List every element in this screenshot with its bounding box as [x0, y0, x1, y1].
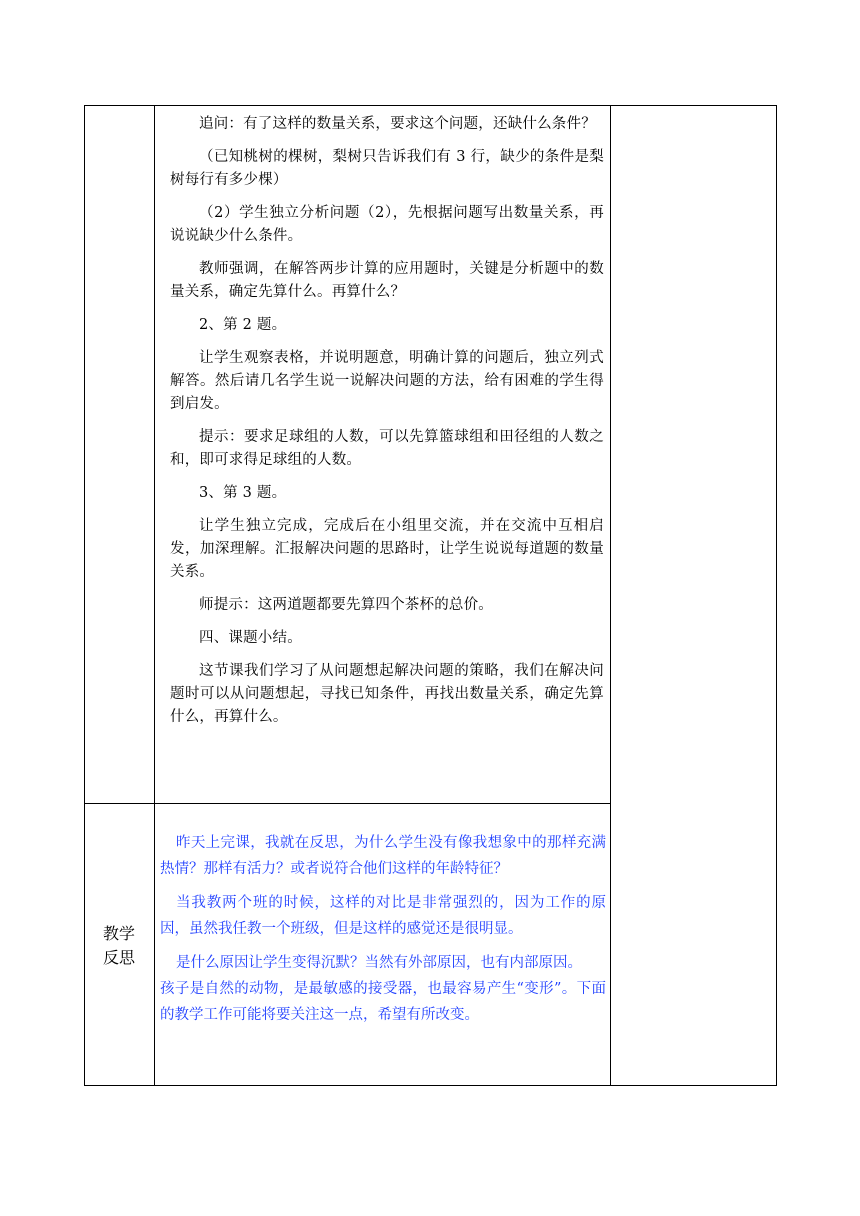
lesson-process-cell [170, 113, 604, 739]
reflection-label [84, 922, 154, 970]
table-top-border [84, 105, 777, 106]
paragraph: 2、第 2 题。 [199, 317, 287, 333]
paragraph: 教师强调，在解答两步计算的应用题时，关键是分析题中的数量关系，确定先算什么。再算什么？ [170, 261, 604, 300]
paragraph: 让学生独立完成，完成后在小组里交流，并在交流中互相启发，加深理解。汇报解决问题的思路时，让学生说说每道题的数量关系。 [170, 518, 604, 580]
paragraph: 师提示：这两道题都要先算四个茶杯的总价。 [199, 597, 493, 613]
paragraph: 这节课我们学习了从问题想起解决问题的策略，我们在解决问题时可以从问题想起，寻找已知条件，再找出数量关系，确定先算什么，再算什么。 [170, 663, 604, 725]
paragraph: （2）学生独立分析问题（2），先根据问题写出数量关系，再说说缺少什么条件。 [170, 205, 604, 244]
label-column-divider [154, 105, 155, 1086]
row-divider [84, 803, 611, 804]
reflection-paragraph: 当我教两个班的时候，这样的对比是非常强烈的，因为工作的原因，虽然我任教一个班级，但是这样的感觉还是很明显。 [160, 895, 606, 937]
reflection-paragraph: 孩子是自然的动物，是最敏感的接受器，也最容易产生“变形”。下面的教学工作可能将要关注这一点，希望有所改变。 [160, 981, 606, 1023]
paragraph: （已知桃树的棵树，梨树只告诉我们有 3 行，缺少的条件是梨树每行有多少棵） [170, 149, 604, 188]
reflection-cell [160, 830, 606, 1036]
reflection-label-line: 反思 [102, 948, 135, 967]
paragraph: 让学生观察表格，并说明题意，明确计算的问题后，独立列式解答。然后请几名学生说一说解决问题的方法，给有困难的学生得到启发。 [170, 350, 604, 412]
table-right-border [776, 105, 777, 1086]
paragraph: 提示：要求足球组的人数，可以先算篮球组和田径组的人数之和，即可求得足球组的人数。 [170, 429, 604, 468]
reflection-paragraph: 昨天上完课，我就在反思，为什么学生没有像我想象中的那样充满热情？那样有活力？或者说符合他们这样的年龄特征？ [160, 835, 606, 877]
paragraph: 追问：有了这样的数量关系，要求这个问题，还缺什么条件？ [199, 116, 596, 132]
paragraph: 四、课题小结。 [199, 630, 302, 646]
reflection-label-line: 教学 [102, 924, 135, 943]
paragraph: 3、第 3 题。 [199, 485, 287, 501]
table-bottom-border [84, 1085, 777, 1086]
content-column-divider [610, 105, 611, 1086]
reflection-paragraph: 是什么原因让学生变得沉默？当然有外部原因，也有内部原因。 [176, 955, 582, 971]
